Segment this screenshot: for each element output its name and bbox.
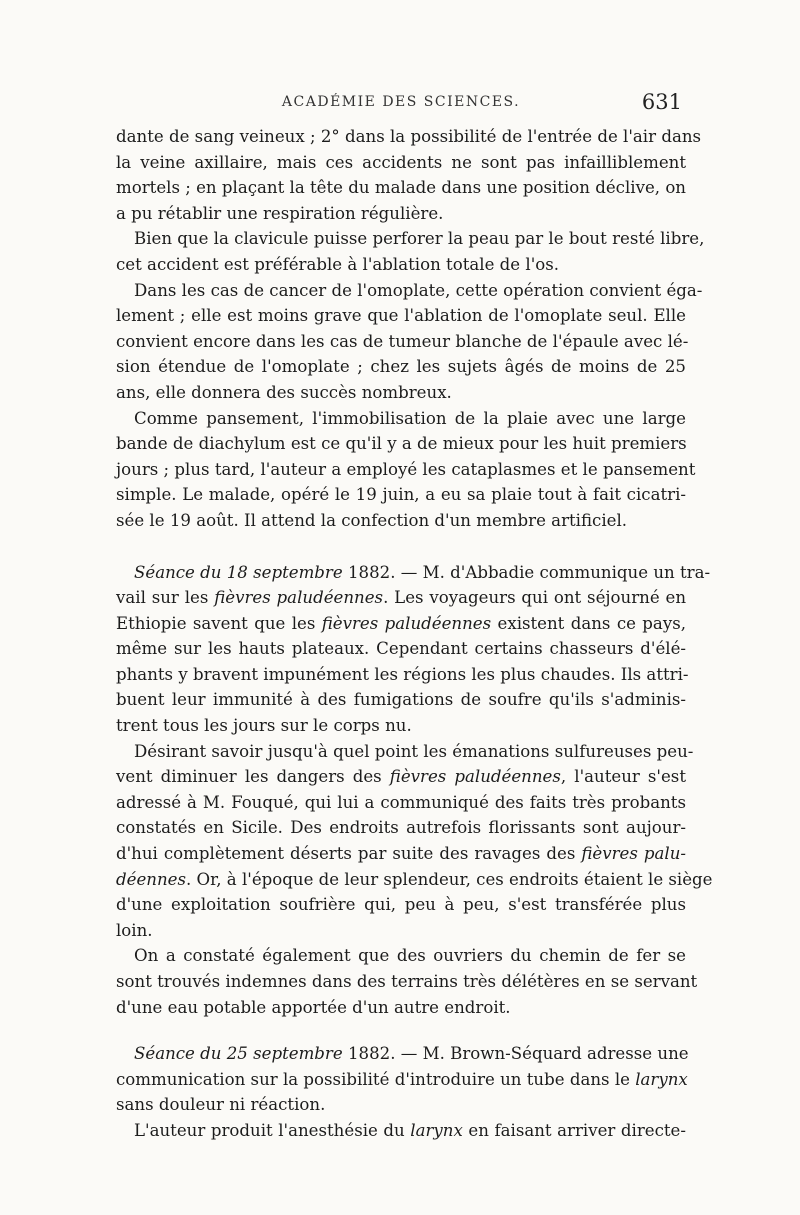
- text-line: cet accident est préférable à l'ablation totale de l'os.: [116, 254, 560, 274]
- text-line: Séance du 25 septembre 1882. — M. Brown-Séquard adresse une: [134, 1044, 689, 1064]
- text-line: mortels ; en plaçant la tête du malade dans une position déclive, on: [116, 178, 686, 198]
- text-line: buent leur immunité à des fumigations de soufre qu'ils s'adminis-: [116, 690, 686, 710]
- text-line: simple. Le malade, opéré le 19 juin, a eu sa plaie tout à fait cicatri-: [116, 485, 686, 505]
- text-line: communication sur la possibilité d'introduire un tube dans le larynx: [116, 1069, 688, 1089]
- text-line: a pu rétablir une respiration régulière.: [116, 203, 444, 223]
- text-line: Comme pansement, l'immobilisation de la plaie avec une large: [134, 408, 686, 428]
- text-line: lement ; elle est moins grave que l'ablation de l'omoplate seul. Elle: [116, 306, 686, 326]
- body-text: [116, 124, 713, 1144]
- text-line: convient encore dans les cas de tumeur blanche de l'épaule avec lé-: [116, 331, 689, 351]
- running-header: [116, 90, 686, 118]
- text-line: constatés en Sicile. Des endroits autrefois florissants sont aujour-: [116, 818, 686, 838]
- text-line: phants y bravent impunément les régions les plus chaudes. Ils attri-: [116, 664, 689, 684]
- page-number: 631: [641, 90, 682, 114]
- text-line: ans, elle donnera des succès nombreux.: [116, 382, 452, 402]
- text-line: adressé à M. Fouqué, qui lui a communiqué des faits très probants: [116, 792, 686, 812]
- text-line: loin.: [116, 920, 153, 940]
- section-gap: [116, 1020, 686, 1041]
- text-line: sée le 19 août. Il attend la confection d'un membre artificiel.: [116, 510, 628, 530]
- text-line: Bien que la clavicule puisse perforer la peau par le bout resté libre,: [134, 229, 705, 249]
- text-line: vail sur les fièvres paludéennes. Les voyageurs qui ont séjourné en: [116, 588, 687, 608]
- running-title: ACADÉMIE DES SCIENCES.: [281, 94, 521, 110]
- text-line: On a constaté également que des ouvriers du chemin de fer se: [134, 946, 686, 966]
- text-line: dante de sang veineux ; 2° dans la possibilité de l'entrée de l'air dans: [116, 127, 702, 146]
- text-line: Dans les cas de cancer de l'omoplate, cette opération convient éga-: [134, 280, 703, 300]
- text-line: jours ; plus tard, l'auteur a employé les cataplasmes et le pansement: [116, 459, 696, 479]
- text-line: vent diminuer les dangers des fièvres paludéennes, l'auteur s'est: [116, 767, 686, 787]
- text-line: Séance du 18 septembre 1882. — M. d'Abbadie communique un tra-: [134, 562, 711, 582]
- text-line: sans douleur ni réaction.: [116, 1095, 326, 1115]
- text-line: trent tous les jours sur le corps nu.: [116, 716, 412, 736]
- text-line: Ethiopie savent que les fièvres paludéennes existent dans ce pays,: [116, 613, 686, 633]
- text-line: sont trouvés indemnes dans des terrains très délétères en se servant: [116, 972, 698, 991]
- text-line: Désirant savoir jusqu'à quel point les émanations sulfureuses peu-: [134, 741, 694, 761]
- text-line: la veine axillaire, mais ces accidents ne sont pas infailliblement: [116, 152, 686, 172]
- text-line: déennes. Or, à l'époque de leur splendeur, ces endroits étaient le siège: [116, 869, 713, 889]
- text-line: bande de diachylum est ce qu'il y a de mieux pour les huit premiers: [116, 434, 687, 454]
- text-line: même sur les hauts plateaux. Cependant certains chasseurs d'élé-: [116, 639, 686, 659]
- text-line: d'une exploitation soufrière qui, peu à peu, s'est transférée plus: [116, 895, 686, 915]
- text-line: sion étendue de l'omoplate ; chez les sujets âgés de moins de 25: [116, 357, 686, 377]
- section-gap: [116, 534, 686, 560]
- text-line: L'auteur produit l'anesthésie du larynx en faisant arriver directe-: [134, 1120, 686, 1140]
- text-line: d'une eau potable apportée d'un autre endroit.: [116, 997, 511, 1017]
- text-line: d'hui complètement déserts par suite des ravages des fièvres palu-: [116, 844, 686, 864]
